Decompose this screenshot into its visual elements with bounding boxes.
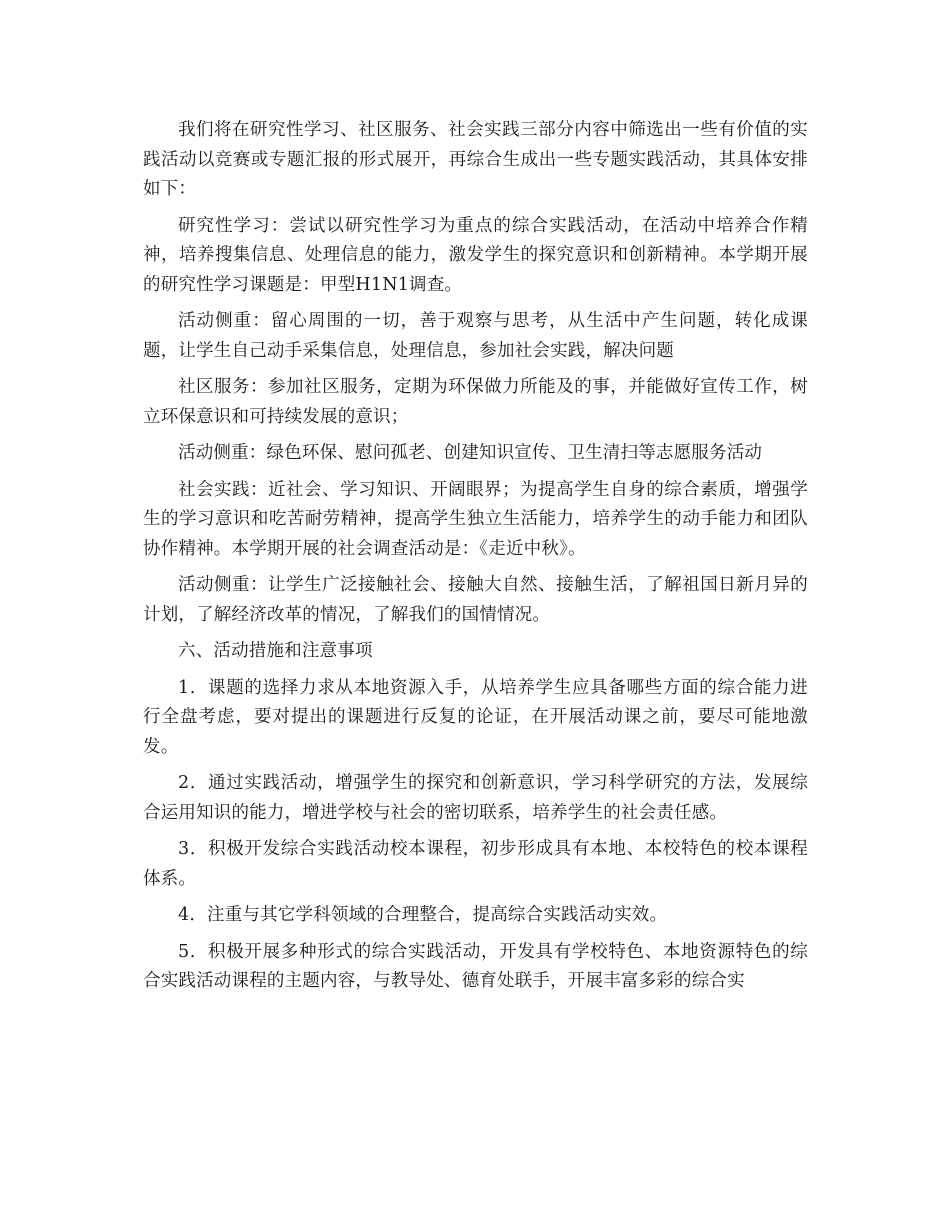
paragraph-social-focus: 活动侧重：让学生广泛接触社会、接触大自然、接触生活，了解祖国日新月异的计划，了解经济改革的情况，了解我们的国情情况。 bbox=[143, 575, 808, 625]
list-item-4: 4．注重与其它学科领域的合理整合，提高综合实践活动实效。 bbox=[178, 905, 668, 925]
paragraph-community-service: 社区服务：参加社区服务，定期为环保做力所能及的事，并能做好宣传工作，树立环保意识和可持续发展的意识； bbox=[143, 377, 808, 427]
paragraph-social-practice: 社会实践：近社会、学习知识、开阔眼界；为提高学生自身的综合素质，增强学生的学习意识和吃苦耐劳精神，提高学生独立生活能力，培养学生的动手能力和团队协作精神。本学期开展的社会调查活动是：《走近中秋》。 bbox=[143, 479, 808, 559]
list-item-3: 3．积极开发综合实践活动校本课程，初步形成具有本地、本校特色的校本课程体系。 bbox=[143, 839, 808, 889]
list-item-5: 5．积极开展多种形式的综合实践活动，开发具有学校特色、本地资源特色的综合实践活动课程的主题内容，与教导处、德育处联手，开展丰富多彩的综合实 bbox=[143, 941, 808, 991]
paragraph-community-focus: 活动侧重：绿色环保、慰问孤老、创建知识宣传、卫生清扫等志愿服务活动 bbox=[178, 443, 763, 463]
paragraph-intro: 我们将在研究性学习、社区服务、社会实践三部分内容中筛选出一些有价值的实践活动以竞赛或专题汇报的形式展开，再综合生成出一些专题实践活动，其具体安排如下： bbox=[143, 120, 808, 199]
list-item-1: 1．课题的选择力求从本地资源入手，从培养学生应具备哪些方面的综合能力进行全盘考虑，要对提出的课题进行反复的论证，在开展活动课之前，要尽可能地激发。 bbox=[143, 677, 808, 757]
paragraph-research-learning: 研究性学习：尝试以研究性学习为重点的综合实践活动，在活动中培养合作精神，培养搜集信息、处理信息的能力，激发学生的探究意识和创新精神。本学期开展的研究性学习课题是：甲型H1N1调查。 bbox=[143, 215, 808, 295]
list-item-2: 2．通过实践活动，增强学生的探究和创新意识，学习科学研究的方法，发展综合运用知识的能力，增进学校与社会的密切联系，培养学生的社会责任感。 bbox=[143, 773, 808, 823]
section-heading-measures: 六、活动措施和注意事项 bbox=[178, 641, 373, 661]
document-body bbox=[143, 116, 808, 997]
paragraph-research-focus: 活动侧重：留心周围的一切，善于观察与思考，从生活中产生问题，转化成课题，让学生自己动手采集信息，处理信息，参加社会实践，解决问题 bbox=[143, 311, 808, 361]
